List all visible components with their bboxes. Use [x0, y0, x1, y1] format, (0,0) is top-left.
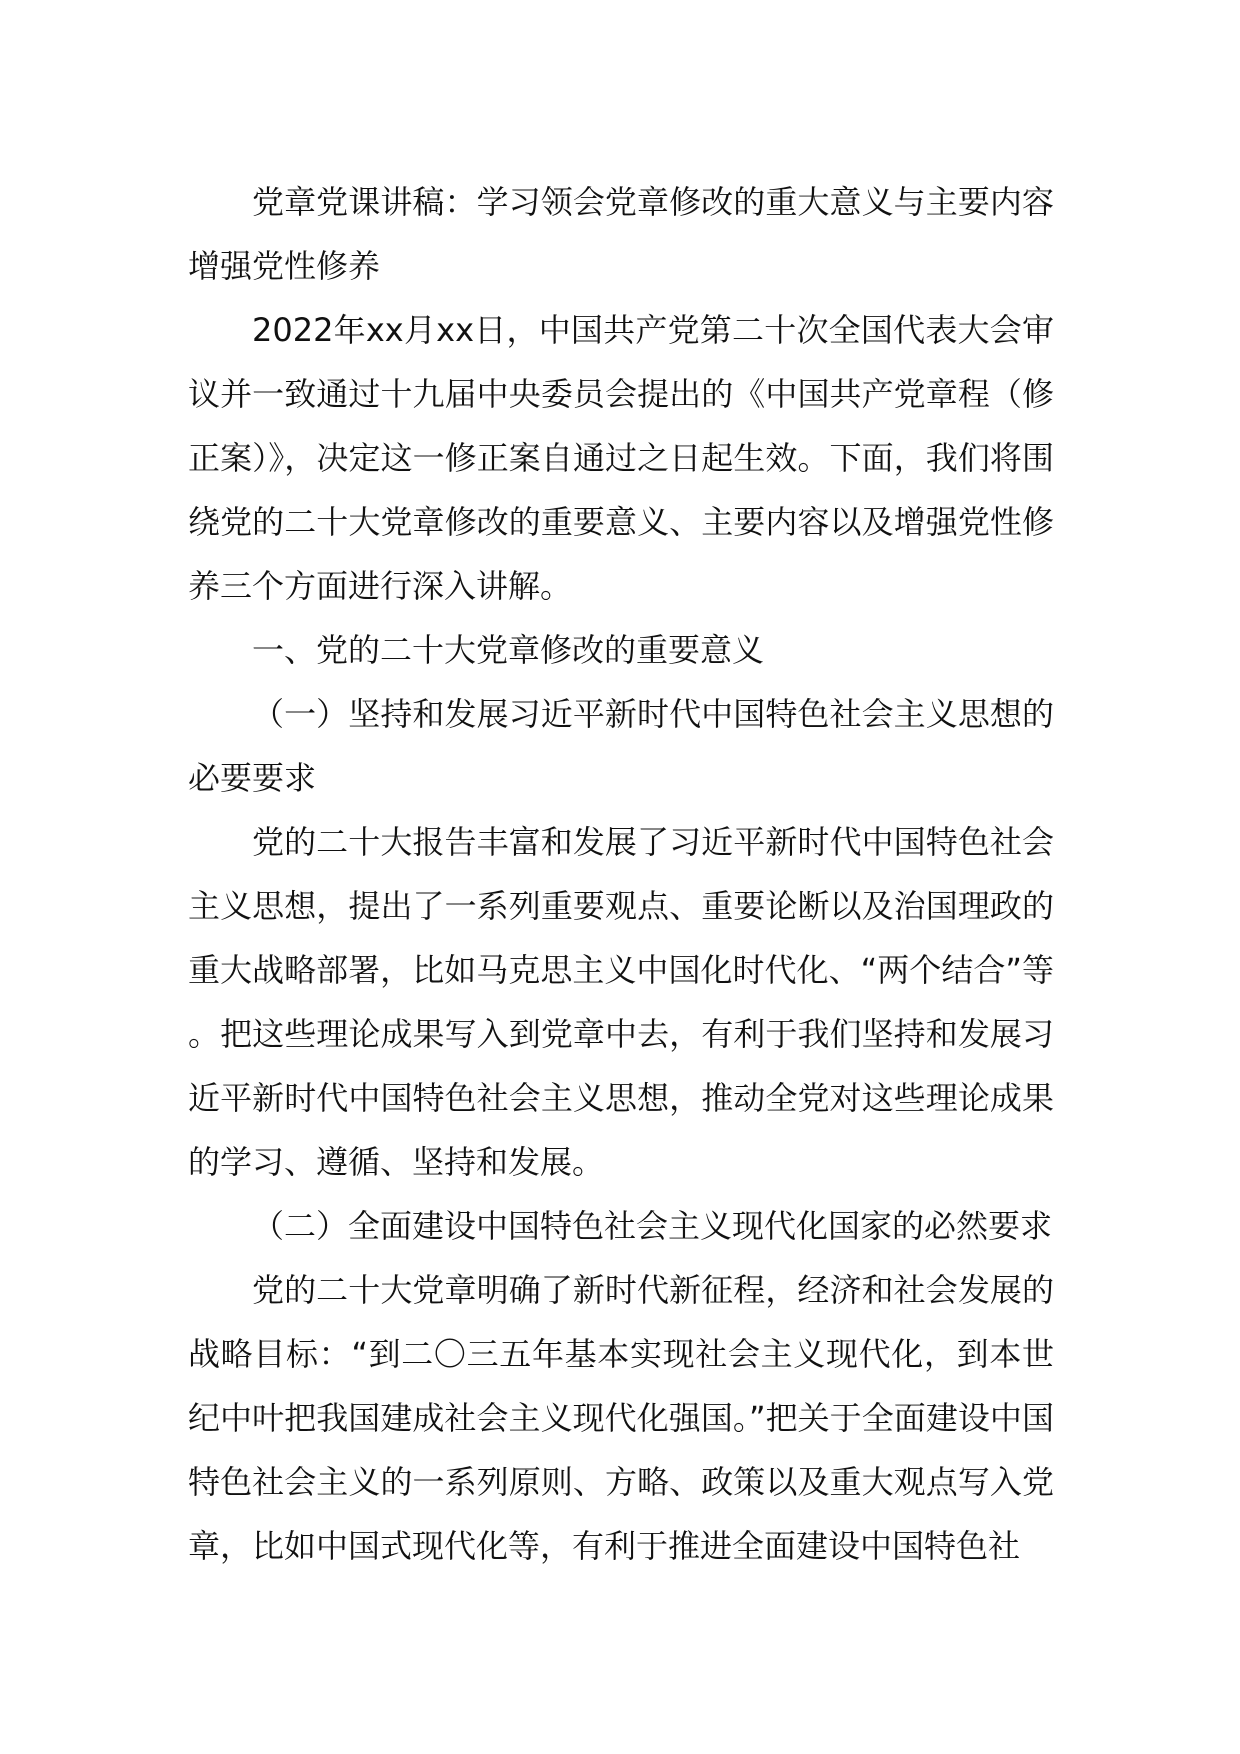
intro-paragraph: 2022年xx月xx日，中国共产党第二十次全国代表大会审议并一致通过十九届中央委员会提出的《中国共产党章程（修正案）》，决定这一修正案自通过之日起生效。下面，我们将围绕党的二十大党章修改的重要意义、主要内容以及增强党性修养三个方面进行深入讲解。 — [188, 311, 1054, 605]
subsection-heading-2: （二）全面建设中国特色社会主义现代化国家的必然要求 — [252, 1207, 1053, 1245]
body-paragraph-2: 党的二十大党章明确了新时代新征程，经济和社会发展的战略目标：“到二〇三五年基本实现社会主义现代化，到本世纪中叶把我国建成社会主义现代化强国。”把关于全面建设中国特色社会主义的一系列原则、方略、政策以及重大观点写入党章，比如中国式现代化等，有利于推进全面建设中国特色社 — [188, 1271, 1054, 1565]
document-title: 党章党课讲稿：学习领会党章修改的重大意义与主要内容增强党性修养 — [188, 183, 1054, 285]
document-body — [188, 170, 1054, 1578]
body-paragraph-1: 党的二十大报告丰富和发展了习近平新时代中国特色社会主义思想，提出了一系列重要观点、重要论断以及治国理政的重大战略部署，比如马克思主义中国化时代化、“两个结合”等。把这些理论成果写入到党章中去，有利于我们坚持和发展习近平新时代中国特色社会主义思想，推动全党对这些理论成果的学习、遵循、坚持和发展。 — [188, 823, 1054, 1181]
section-heading-1: 一、党的二十大党章修改的重要意义 — [252, 631, 765, 669]
subsection-heading-1: （一）坚持和发展习近平新时代中国特色社会主义思想的必要要求 — [188, 695, 1054, 797]
